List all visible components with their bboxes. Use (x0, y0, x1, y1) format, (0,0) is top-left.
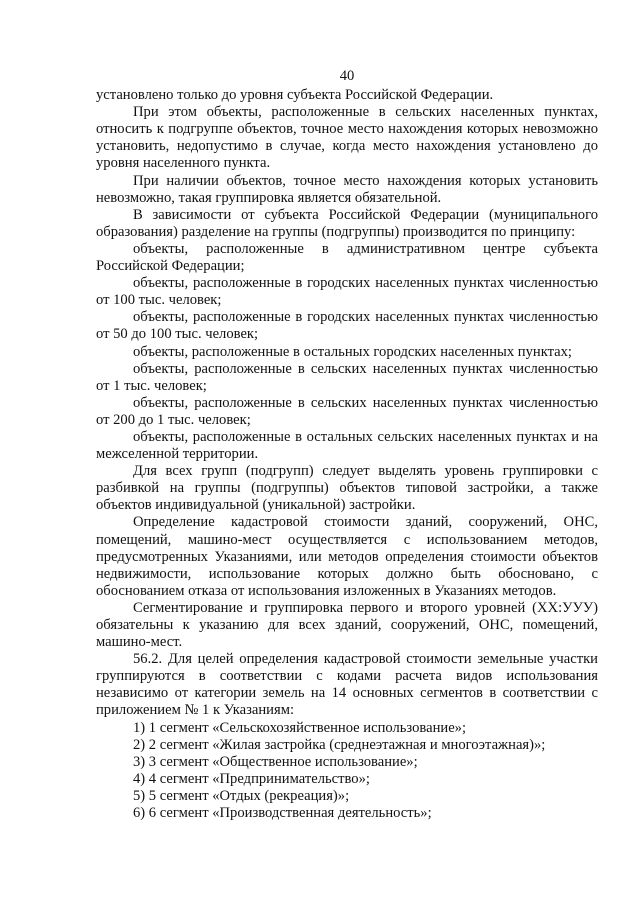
segment-list-item: 1) 1 сегмент «Сельскохозяйственное использование»; (133, 719, 467, 736)
paragraph-section-56-2: 56.2. Для целей определения кадастровой стоимости земельные участки группируются в соответствии с кодами расчета видов использования независимо от категории земель на 14 основных сегментов в соответствии с приложением № 1 к Указаниям: (96, 651, 598, 719)
paragraph-group-other-rural: объекты, расположенные в остальных сельских населенных пунктах и на межселенной территории. (96, 428, 598, 463)
paragraph-valuation-methods: Определение кадастровой стоимости зданий, сооружений, ОНС, помещений, машино-мест осуществляется с использованием методов, предусмотренных Указаниями, или методов определения стоимости объектов недвижимости, использование которых должно быть обосновано, с обоснованием отказа от использования изложенных в Указаниях методов. (96, 514, 598, 599)
paragraph-group-city-100k: объекты, расположенные в городских населенных пунктах численностью от 100 тыс. человек; (96, 275, 598, 309)
segment-list-item: 4) 4 сегмент «Предпринимательство»; (133, 770, 370, 787)
segment-list-item: 6) 6 сегмент «Производственная деятельность»; (133, 805, 432, 822)
paragraph-group-rural-1k: объекты, расположенные в сельских населенных пунктах численностью от 1 тыс. человек; (96, 360, 598, 394)
paragraph-mandatory-grouping: При наличии объектов, точное место нахождения которых установить невозможно, такая группировка является обязательной. (96, 172, 598, 206)
segment-list-item: 3) 3 сегмент «Общественное использование»; (133, 753, 418, 770)
page-number: 40 (339, 68, 355, 84)
paragraph-continuation: установлено только до уровня субъекта Российской Федерации. (96, 87, 494, 104)
paragraph-segmentation-levels: Сегментирование и группировка первого и второго уровней (XX:УУУ) обязательны к указанию для всех зданий, сооружений, ОНС, помещений, машино-мест. (96, 599, 598, 651)
paragraph-division-principle: В зависимости от субъекта Российской Федерации (муниципального образования) разделение на группы (подгруппы) производится по принципу: (96, 206, 598, 240)
paragraph-group-city-50-100k: объекты, расположенные в городских населенных пунктах численностью от 50 до 100 тыс. человек; (96, 309, 598, 343)
segment-list-item: 5) 5 сегмент «Отдых (рекреация)»; (133, 787, 350, 804)
paragraph-group-admin-center: объекты, расположенные в административном центре субъекта Российской Федерации; (96, 240, 598, 275)
paragraph-group-rural-200-1k: объекты, расположенные в сельских населенных пунктах численностью от 200 до 1 тыс. человек; (96, 394, 598, 428)
paragraph-group-other-cities: объекты, расположенные в остальных городских населенных пунктах; (133, 343, 572, 360)
paragraph-rural-objects: При этом объекты, расположенные в сельских населенных пунктах, относить к подгруппе объектов, точное место нахождения которых невозможно установить, недопустимо в случае, когда место нахождения установлено до уровня населенного пункта. (96, 104, 598, 172)
segment-list-item: 2) 2 сегмент «Жилая застройка (среднеэтажная и многоэтажная)»; (133, 736, 546, 753)
paragraph-typical-construction: Для всех групп (подгрупп) следует выделять уровень группировки с разбивкой на группы (подгруппы) объектов типовой застройки, а также объектов индивидуальной (уникальной) застройки. (96, 463, 598, 514)
